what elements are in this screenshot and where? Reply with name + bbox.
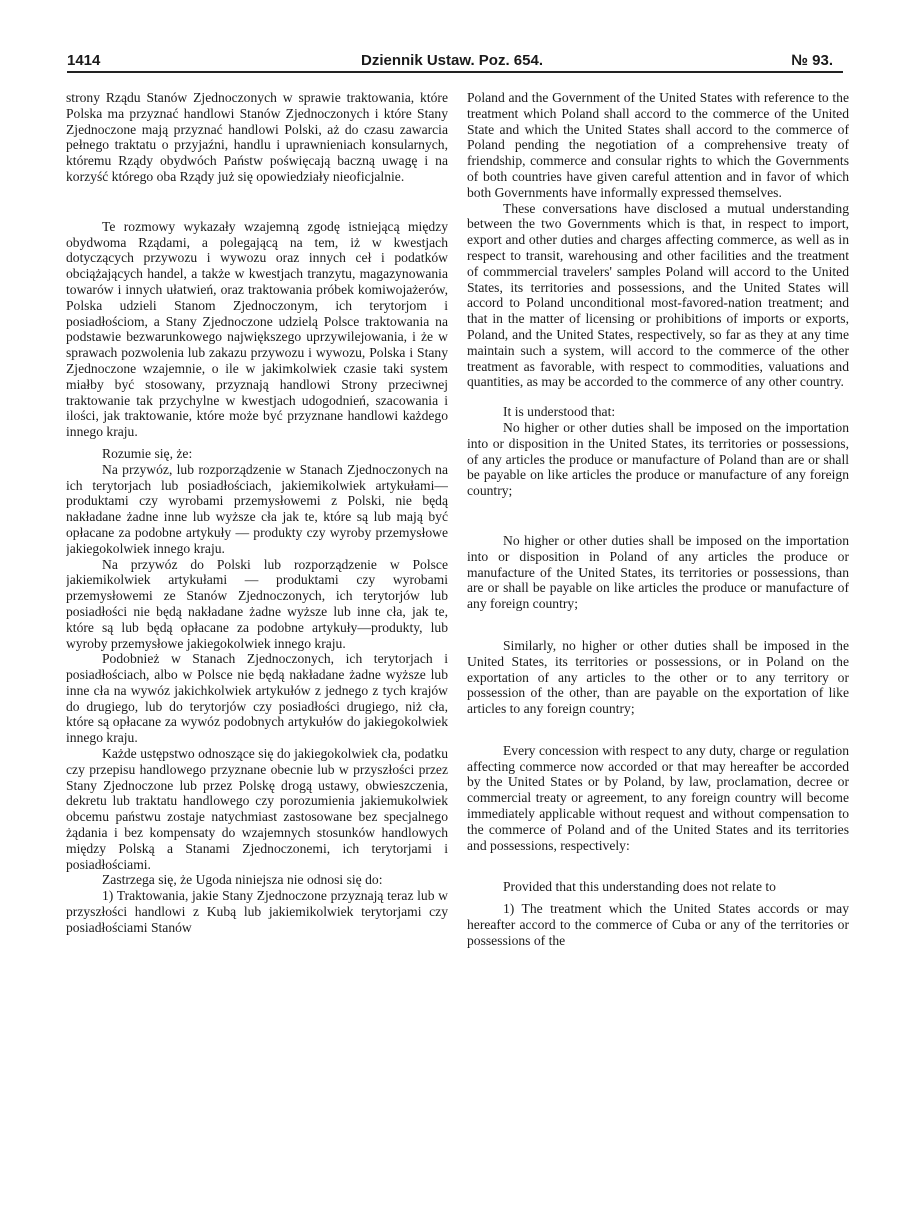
page-header (67, 46, 837, 74)
right-paragraph: 1) The treatment which the United States accords or may hereafter accord to the commerce of Cuba or any of the territories or possessions of the (467, 901, 849, 948)
left-paragraph: Podobnież w Stanach Zjednoczonych, ich terytorjach i posiadłościach, albo w Polsce nie będą nakładane żadne wyższe lub inne cła na wywóz jakichkolwiek artykułów z jednego z tych krajów do drugiego, lub do terytorjów czy posiadłości drugiego, niż cła, które są opłacane za wywóz podobnych artykułów do jakiegokolwiek innego kraju. (66, 651, 448, 746)
left-paragraph: strony Rządu Stanów Zjednoczonych w sprawie traktowania, które Polska ma przyznać handlowi Stanów Zjednoczonych i które Stany Zjednoczone mają przyznać handlowi Polski, aż do czasu zawarcia pełnego traktatu o przyjaźni, handlu i uprawnieniach konsularnych, któremu Rządy obydwóch Państw poświęcają baczną uwagę i na korzyść którego oba Rządy już się opowiedziały nieoficjalnie. (66, 90, 448, 184)
right-paragraph: Every concession with respect to any duty, charge or regulation affecting commerce now accorded or that may hereafter be accorded by the United States or by Poland, by law, proclamation, decree or commercial treaty or agreement, to any foreign country will become immediately applicable without request and without compensation to the commerce of Poland and of the United States and its territories and possessions, respectively: (467, 742, 849, 853)
left-paragraph: Każde ustępstwo odnoszące się do jakiegokolwiek cła, podatku czy przepisu handlowego przyznane obecnie lub w przyszłości przez Stany Zjednoczone lub przez Polskę drogą ustawy, obwieszczenia, dekretu lub traktatu handlowego czy porozumienia jakiemukolwiek obcemu państwu zostaje natychmiast zastosowane bez specjalnego żądania i bez kompensaty do wzajemnych stosunków handlowych między Polską a Stanami Zjednoczonemi, ich terytorjami i posiadłościami. (66, 746, 448, 872)
issue-number: № 93. (791, 52, 833, 69)
right-paragraph: Provided that this understanding does not relate to (503, 879, 776, 895)
left-paragraph: 1) Traktowania, jakie Stany Zjednoczone przyznają teraz lub w przyszłości handlowi z Kubą lub jakiemikolwiek terytorjami czy posiadłościami Stanów (66, 888, 448, 935)
journal-title: Dziennik Ustaw. Poz. 654. (361, 52, 543, 69)
page-number: 1414 (67, 52, 101, 69)
english-text-column (467, 90, 849, 1170)
right-paragraph: No higher or other duties shall be imposed on the importation into or disposition in the United States, its territories or possessions, of any articles the produce or manufacture of Poland than are or shall be payable on like articles the produce or manufacture of any foreign country; (467, 419, 849, 499)
left-paragraph: Zastrzega się, że Ugoda niniejsza nie odnosi się do: (102, 872, 383, 888)
right-paragraph: Similarly, no higher or other duties shall be imposed in the United States, its territories or possessions, or in Poland on the exportation of any articles to the other or to any territory or possession of the other, than are payable on the exportation of like articles to any foreign country; (467, 637, 849, 717)
right-paragraph: It is understood that: (503, 404, 616, 420)
polish-text-column (66, 90, 448, 1170)
header-rule (67, 71, 843, 73)
left-paragraph: Na przywóz do Polski lub rozporządzenie w Polsce jakiemikolwiek artykułami — produktami czy wyrobami przemysłowemi ze Stanów Zjednoczonych, ich terytorjów lub posiadłości nie będą nakładane żadne wyższe lub inne cła, jak te, które są lub będą opłacane za podobne artykuły—produkty, lub wyroby przemysłowe jakiegokolwiek innego kraju. (66, 556, 448, 651)
right-paragraph: These conversations have disclosed a mutual understanding between the two Governments which is that, in respect to import, export and other duties and charges affecting commerce, as well as in respect to transit, warehousing and other facilities and the treatment of commmercial travelers' samples Poland will accord to the United States, its territories and possessions, and the United States will accord to Poland unconditional most-favored-nation treatment; and that in the matter of licensing or prohibitions of imports or exports, Poland, and the United States, respectively, so far as they at any time maintain such a system, will accord to the commerce of the other treatment as favorable, with respect to commodities, valuations and quantities, as may be accorded to the commerce of any other country. (467, 200, 849, 390)
right-paragraph: No higher or other duties shall be imposed on the importation into or disposition in Poland of any articles the produce or manufacture of the United States, its territories or possessions, than are or shall be payable on like articles the produce or manufacture of any foreign country; (467, 532, 849, 612)
left-paragraph: Na przywóz, lub rozporządzenie w Stanach Zjednoczonych na ich terytorjach lub posiadłościach, jakiemikolwiek artykułami—produktami czy wyrobami przemysłowemi z Polski, nie będą nakładane żadne inne lub wyższe cła jak te, które są lub mają być opłacane za podobne artykuły — produkty czy wyroby przemysłowe jakiegokolwiek innego kraju. (66, 461, 448, 556)
right-paragraph: Poland and the Government of the United States with reference to the treatment which Poland shall accord to the commerce of the United State and which the United States shall accord to the commerce of Poland pending the negotiation of a comprehensive treaty of friendship, commerce and consular rights to which the Governments of both countries have given careful attention and in favor of which both Governments have informally expressed themselves. (467, 90, 849, 200)
left-paragraph: Rozumie się, że: (102, 445, 193, 461)
left-paragraph: Te rozmowy wykazały wzajemną zgodę istniejącą między obydwoma Rządami, a polegającą na tem, iż w kwestjach dotyczących przywozu i wywozu oraz innych ceł i podatków obciążających handel, a także w kwestjach tranzytu, magazynowania towarów i innych ułatwień, oraz traktowania próbek komiwojażerów, Polska udzieli Stanom Zjednoczonym, ich terytorjom i posiadłościom, a Stany Zjednoczone udzielą Polsce traktowania na podstawie bezwarunkowego największego uprzywilejowania, i że w sprawach pozwolenia lub zakazu przywozu i wywozu, Polska i Stany Zjednoczone wzajemnie, o ile w jakimkolwiek czasie taki system miałby być stosowany, przyznają handlowi Strony przeciwnej traktowanie tak przychylne w kwestjach udogodnień, szacowania i ilości, jak traktowanie, które może być przyznane handlowi każdego innego kraju. (66, 218, 448, 440)
